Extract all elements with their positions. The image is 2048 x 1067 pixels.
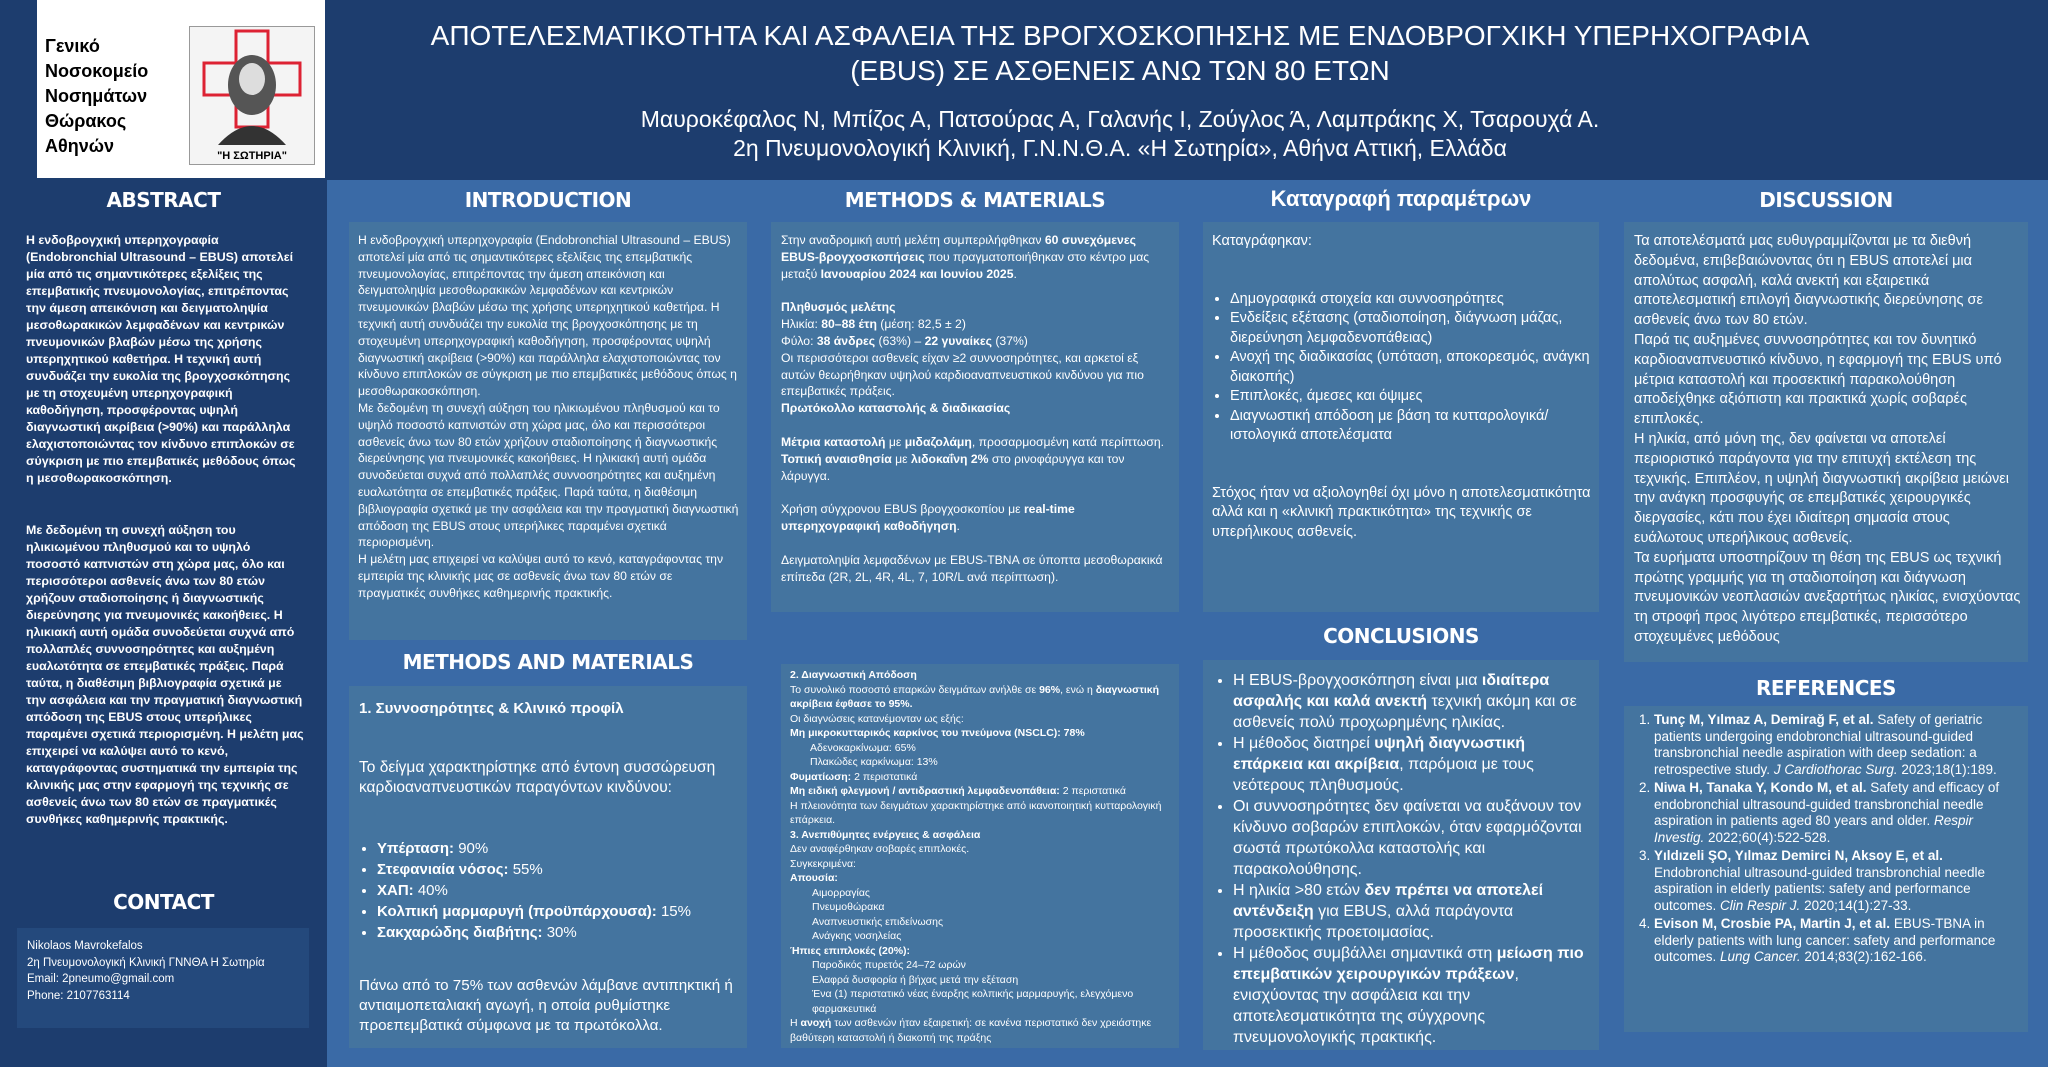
logo-caption: "Η ΣΩΤΗΡΙΑ" [217, 150, 287, 162]
list-item: • Η ηλικία >80 ετών δεν πρέπει να αποτελεί αντένδειξη για EBUS, αλλά παράγοντα προσεκτικής προετοιμασίας. [1233, 880, 1593, 943]
results-line: Ένα (1) περιστατικό νέας έναρξης κολπικής μαρμαρυγής, ελεγχόμενο φαρμακευτικά [812, 988, 1134, 1015]
anticoagulation-note: Πάνω από το 75% των ασθενών λάμβανε αντιπηκτική ή αντιαιμοπεταλιακή αγωγή, η οποία ρυθμίστηκε προεπεμβατικά σύμφωνα με τα πρωτόκολλα. [359, 977, 733, 1034]
results-line: Πνευμοθώρακα [812, 901, 885, 913]
list-item: • Η EBUS-βρογχοσκόπηση είναι μια ιδιαίτερα ασφαλής και καλά ανεκτή τεχνική ακόμη και σε ασθενείς πολύ προχωρημένης ηλικίας. [1233, 670, 1593, 733]
poster-title: ΑΠΟΤΕΛΕΣΜΑΤΙΚΟΤΗΤΑ ΚΑΙ ΑΣΦΑΛΕΙΑ ΤΗΣ ΒΡΟΓΧΟΣΚΟΠΗΣΗΣ ΜΕ ΕΝΔΟΒΡΟΓΧΙΚΗ ΥΠΕΡΗΧΟΓΡΑΦΙΑ (EBUS) ΣΕ ΑΣΘΕΝΕΙΣ ΑΝΩ ΤΩΝ 80 ΕΤΩΝ [430, 20, 1810, 86]
poster-authors: Μαυροκέφαλος Ν, Μπίζος Α, Πατσούρας Α, Γαλανής Ι, Ζούγλος Ά, Λαμπράκης Χ, Τσαρουχά Α. 2η Πνευμονολογική Κλινική, Γ.Ν.Ν.Θ.Α. «Η Σωτηρία», Αθήνα Αττική, Ελλάδα [640, 106, 1600, 161]
item-label: Στεφανιαία νόσος: [377, 861, 509, 878]
red-cross-icon [190, 27, 314, 145]
list-item: • Ενδείξεις εξέτασης (σταδιοποίηση, διάγνωση μάζας, διερεύνηση λεμφαδενοπάθειας) [1230, 309, 1592, 348]
comorbidities-intro: Το δείγμα χαρακτηρίστηκε από έντονη συσσώρευση καρδιοαναπνευστικών παραγόντων κινδύνου: [359, 759, 716, 796]
list-item: • Η μέθοδος διατηρεί υψηλή διαγνωστική επάρκεια και ακρίβεια, παρόμοια με τους νεότερους πληθυσμούς. [1233, 733, 1593, 796]
list-item [377, 859, 739, 880]
results-line: Μη ειδική φλεγμονή / αντιδραστική λεμφαδενοπάθεια: 2 περιστατικά [790, 785, 1126, 797]
results-line: Η ανοχή των ασθενών ήταν εξαιρετική: σε κανένα περιστατικό δεν χρειάστηκε βαθύτερη καταστολή ή διακοπή της πράξης [790, 1017, 1152, 1044]
sedation-line: Μέτρια καταστολή με μιδαζολάμη, προσαρμοσμένη κατά περίπτωση. [781, 434, 1165, 449]
safety-heading: 3. Ανεπιθύμητες ενέργειες & ασφάλεια [790, 828, 981, 841]
reference-item: 3. Yıldızeli ŞO, Yılmaz Demirci N, Aksoy E, et al. Endobronchial ultrasound-guided transbronchial needle aspiration in elderly patients: safety and performance outcomes. Clin Respir J. 2020;14(1):27-33. [1654, 848, 2020, 914]
item-value: 55% [508, 861, 543, 878]
reference-item: 4. Evison M, Crosbie PA, Martin J, et al. EBUS-TBNA in elderly patients with lung cancer: safety and performance outcomes. Lung Cancer. 2014;83(2):162-166. [1654, 916, 2020, 966]
references-heading: REFERENCES [1756, 676, 1896, 700]
list-item: • Ανοχή της διαδικασίας (υπόταση, αποκορεσμός, ανάγκη διακοπής) [1230, 348, 1592, 387]
discussion-heading: DISCUSSION [1759, 188, 1893, 212]
conclusions-list [1215, 670, 1593, 1048]
age-line: Ηλικία: 80–88 έτη (μέση: 82,5 ± 2) [781, 317, 966, 332]
methods-heading: METHODS & MATERIALS [844, 188, 1106, 212]
discussion-text: Τα αποτελέσματά μας ευθυγραμμίζονται με τα διεθνή δεδομένα, επιβεβαιώνοντας ότι η EBUS αποτελεί μια απολύτως ασφαλή, καλά ανεκτή και εξαιρετικά αποτελεσματική επιλογή διαγνωστικής διερεύνησης σε ασθενείς άνω των 80 ετών. Παρά τις αυξημένες συννοσηρότητες και τον δυνητικό καρδιοαναπνευστικό κίνδυνο, η εφαρμογή της EBUS υπό μέτρια καταστολή και προσεκτική παρακολούθηση αποδείχθηκε αξιόπιστη και πρακτικά χωρίς σοβαρές επιπλοκές. Η ηλικία, από μόνη της, δεν φαίνεται να αποτελεί περιοριστικό παράγοντα για την επιτυχή εκτέλεση της τεχνικής. Επιπλέον, η υψηλή διαγνωστική ακρίβεια μειώνει την ανάγκη προσφυγής σε επεμβατικές χειρουργικές διεργασίες, κάτι που έχει ιδιαίτερη σημασία στους ευάλωτους υπερήλικους ασθενείς. Τα ευρήματα υποστηρίζουν τη θέση της EBUS ως τεχνική πρώτης γραμμής για τη σταδιοποίηση και διάγνωση πνευμονικών νεοπλασιών ανεξαρτήτως ηλικίας, ενισχύοντας τη στροφή προς λιγότερο επεμβατικές, περισσότερο στοχευμένες μεθόδους [1634, 233, 2021, 645]
list-item: • Οι συννοσηρότητες δεν φαίνεται να αυξάνουν τον κίνδυνο σοβαρών επιπλοκών, όταν εφαρμόζονται σωστά πρωτόκολλα καταστολής και παρακολούθησης. [1233, 796, 1593, 880]
results-line: Ανάγκης νοσηλείας [812, 930, 902, 942]
list-item [377, 901, 739, 922]
item-label: Σακχαρώδης διαβήτης: [377, 924, 543, 941]
parameters-outro: Στόχος ήταν να αξιολογηθεί όχι μόνο η αποτελεσματικότητα αλλά και η «κλινική πρακτικότητα» της τεχνικής σε υπερήλικους ασθενείς. [1212, 484, 1591, 540]
anesthesia-line: Τοπική αναισθησία με λιδοκαΐνη 2% στο ρινοφάρυγγα και τον λάρυγγα. [781, 451, 1125, 483]
reference-item: 1. Tunç M, Yılmaz A, Demirağ F, et al. Safety of geriatric patients undergoing endobronchial ultrasound-guided transbronchial needle aspiration with deep sedation: a retrospective study. J Cardiothorac Surg. 2023;18(1):189. [1654, 712, 2020, 778]
references-list [1634, 712, 2020, 968]
population-heading: Πληθυσμός μελέτης [781, 300, 896, 315]
results-line: Μη μικροκυτταρικός καρκίνος του πνεύμονα (NSCLC): 78% [790, 727, 1085, 739]
methods-materials-heading: METHODS AND MATERIALS [402, 650, 694, 674]
introduction-paragraph-1: Η ενδοβρογχική υπερηχογραφία (Endobronchial Ultrasound – EBUS) αποτελεί μία από τις σημαντικότερες εξελίξεις της επεμβατικής πνευμονολογίας, επιτρέποντας την άμεση απεικόνιση και δειγματοληψία μεσοθωρακικών λεμφαδένων και κεντρικών πνευμονικών βλαβών μέσω της χρήσης υπερηχητικού καθετήρα. Η τεχνική αυτή συνδυάζει την ευκολία της βρογχοσκόπησης με τη στοχευμένη υπερηχογραφική καθοδήγηση, προσφέροντας υψηλή διαγνωστική ακρίβεια (>90%) και παράλληλα ελαχιστοποιώντας τον κίνδυνο επιπλοκών σε σύγκριση με πιο επεμβατικές μεθόδους όπως η μεσοθωρακοσκόπηση. [358, 233, 737, 399]
item-value: 15% [656, 903, 691, 920]
contact-heading: CONTACT [113, 890, 214, 914]
study-description: Στην αναδρομική αυτή μελέτη συμπεριλήφθηκαν 60 συνεχόμενες EBUS-βρογχοσκοπήσεις που πραγματοποιήθηκαν στο κέντρο μας μεταξύ Ιανουαρίου 2024 και Ιουνίου 2025. [781, 233, 1150, 281]
abstract-heading: ABSTRACT [106, 188, 221, 212]
results-line: Ήπιες επιπλοκές (20%): [790, 944, 911, 957]
item-label: Κολπική μαρμαρυγή (προϋπάρχουσα): [377, 903, 657, 920]
contact-details: Nikolaos Mavrokefalos 2η Πνευμονολογική Κλινική ΓΝΝΘΑ Η Σωτηρία Email: 2pneumo@gmail.com Phone: 2107763114 [27, 940, 265, 1002]
parameters-list [1212, 290, 1592, 446]
list-item [377, 880, 739, 901]
hospital-logo [37, 0, 325, 178]
parameters-heading: Καταγραφή παραμέτρων [1270, 186, 1532, 211]
parameters-text [1212, 232, 1592, 542]
item-value: 90% [454, 840, 489, 857]
list-item: • Η μέθοδος συμβάλλει σημαντικά στη μείωση πιο επεμβατικών χειρουργικών πράξεων, ενισχύοντας την ασφάλεια και την αποτελεσματικότητα της σύγχρονης πνευμονολογικής πρακτικής. [1233, 943, 1593, 1048]
results-line: Αναπνευστικής επιδείνωσης [812, 915, 944, 928]
item-label: Υπέρταση: [377, 840, 455, 857]
methods-text [781, 232, 1171, 586]
item-label: ΧΑΠ: [377, 882, 414, 899]
results-line: Η πλειονότητα των δειγμάτων χαρακτηρίστηκε από ικανοποιητική κυτταρολογική επάρκεια. [790, 799, 1162, 826]
list-item [377, 922, 739, 943]
results-text [790, 668, 1174, 1045]
parameters-intro: Καταγράφηκαν: [1212, 233, 1312, 249]
list-item: • Διαγνωστική απόδοση με βάση τα κυτταρολογικά/ιστολογικά αποτελέσματα [1230, 407, 1592, 446]
protocol-heading: Πρωτόκολλο καταστολής & διαδικασίας [781, 401, 1011, 416]
list-item: • Επιπλοκές, άμεσες και όψιμες [1230, 387, 1592, 407]
results-line: Φυματίωση: 2 περιστατικά [790, 770, 918, 783]
diagnostic-yield-heading: 2. Διαγνωστική Απόδοση [790, 669, 917, 681]
results-line: Παροδικός πυρετός 24–72 ωρών [812, 959, 966, 971]
introduction-text [358, 232, 741, 602]
results-line: Αδενοκαρκίνωμα: 65% [810, 741, 916, 754]
item-value: 30% [542, 924, 577, 941]
abstract-paragraph-2: Με δεδομένη τη συνεχή αύξηση του ηλικιωμένου πληθυσμού και το υψηλό ποσοστό καπνιστών στη χώρα μας, όλο και περισσότεροι ασθενείς άνω των 80 ετών χρήζουν σταδιοποίησης ή διαγνωστικής διερεύνησης για πνευμονικές κακοήθειες. Η ηλικιακή αυτή ομάδα συνοδεύεται συχνά από πολλαπλές συννοσηρότητες και αυξημένη ευαλωτότητα σε επεμβατικές πράξεις. Παρά ταύτα, η διαθέσιμη βιβλιογραφία σχετικά με την ασφάλεια και την πραγματική διαγνωστική απόδοση της EBUS στους υπερήλικες παραμένει σχετικά περιορισμένη. Η μελέτη μας επιχειρεί να καλύψει αυτό το κενό, καταγράφοντας συστηματικά την εμπειρία της κλινικής μας στην εφαρμογή της τεχνικής σε ασθενείς άνω των 80 ετών σε πραγματικές συνθήκες καθημερινής πρακτικής. [26, 523, 304, 826]
comorbidity-note: Οι περισσότεροι ασθενείς είχαν ≥2 συννοσηρότητες, και αρκετοί εξ αυτών θεωρήθηκαν υψηλού καρδιοαναπνευστικού κινδύνου για πιο επεμβατικές πράξεις. [781, 350, 1144, 399]
list-item [377, 838, 739, 859]
sampling-line: Δειγματοληψία λεμφαδένων με EBUS-TBNA σε ύποπτα μεσοθωρακικά επίπεδα (2R, 2L, 4R, 4L, 7, 10R/L ανά περίπτωση). [781, 552, 1163, 584]
results-line: Αιμορραγίας [812, 886, 870, 899]
results-line: Πλακώδες καρκίνωμα: 13% [810, 756, 938, 768]
list-item: • Δημογραφικά στοιχεία και συννοσηρότητες [1230, 290, 1592, 310]
results-line: Απουσία: [790, 872, 838, 884]
introduction-paragraph-3: Η μελέτη μας επιχειρεί να καλύψει αυτό το κενό, καταγράφοντας την εμπειρία της κλινικής μας σε ασθενείς άνω των 80 ετών σε πραγματικές συνθήκες καθημερινής πρακτικής. [358, 552, 724, 600]
hospital-name: Γενικό Νοσοκομείο Νοσημάτων Θώρακος Αθηνών [45, 36, 149, 156]
reference-item: 2. Niwa H, Tanaka Y, Kondo M, et al. Safety and efficacy of endobronchial ultrasound-guided transbronchial needle aspiration in patients aged 80 years and older. Respir Investig. 2022;60(4):522-528. [1654, 780, 2020, 846]
sex-line: Φύλο: 38 άνδρες (63%) – 22 γυναίκες (37%) [781, 333, 1028, 348]
abstract-paragraph-1: Η ενδοβρογχική υπερηχογραφία (Endobronchial Ultrasound – EBUS) αποτελεί μία από τις σημαντικότερες εξελίξεις της επεμβατικής πνευμονολογίας, επιτρέποντας την άμεση απεικόνιση και δειγματοληψία μεσοθωρακικών λεμφαδένων και κεντρικών πνευμονικών βλαβών μέσω της χρήσης υπερηχητικού καθετήρα. Η τεχνική αυτή συνδυάζει την ευκολία της βρογχοσκόπησης με τη στοχευμένη υπερηχογραφική καθοδήγηση, προσφέροντας υψηλή διαγνωστική ακρίβεια (>90%) και παράλληλα ελαχιστοποιώντας τον κίνδυνο επιπλοκών σε σύγκριση με πιο επεμβατικές μεθόδους όπως η μεσοθωρακοσκόπηση. [26, 233, 296, 485]
comorbidities-list [359, 838, 739, 943]
results-line: Οι διαγνώσεις κατανέμονταν ως εξής: [790, 712, 964, 725]
item-value: 40% [413, 882, 448, 899]
introduction-heading: INTRODUCTION [464, 188, 632, 212]
portrait-image [189, 26, 315, 165]
results-line: Συγκεκριμένα: [790, 857, 856, 870]
introduction-paragraph-2: Με δεδομένη τη συνεχή αύξηση του ηλικιωμένου πληθυσμού και το υψηλό ποσοστό καπνιστών στη χώρα μας, όλο και περισσότεροι ασθενείς άνω των 80 ετών χρήζουν σταδιοποίησης ή διαγνωστικής διερεύνησης για πνευμονικές κακοήθειες. Η ηλικιακή αυτή ομάδα συνοδεύεται συχνά από πολλαπλές συννοσηρότητες και αυξημένη ευαλωτότητα σε επεμβατικές πράξεις. Παρά ταύτα, η διαθέσιμη βιβλιογραφία σχετικά με την ασφάλεια και την πραγματική διαγνωστική απόδοση της EBUS στους υπερήλικες παραμένει σχετικά περιορισμένη. [358, 400, 739, 550]
comorbidities-subheading: 1. Συννοσηρότητες & Κλινικό προφίλ [359, 700, 624, 717]
results-line: Δεν αναφέρθηκαν σοβαρές επιπλοκές. [790, 843, 970, 855]
realtime-line: Χρήση σύγχρονου EBUS βρογχοσκοπίου με real-time υπερηχογραφική καθοδήγηση. [781, 502, 1075, 534]
results-line: Το συνολικό ποσοστό επαρκών δειγμάτων ανήλθε σε 96%, ενώ η διαγνωστική ακρίβεια έφθασε το 95%. [790, 683, 1160, 710]
conclusions-heading: CONCLUSIONS [1323, 624, 1479, 648]
results-line: Ελαφρά δυσφορία ή βήχας μετά την εξέταση [812, 973, 1019, 986]
